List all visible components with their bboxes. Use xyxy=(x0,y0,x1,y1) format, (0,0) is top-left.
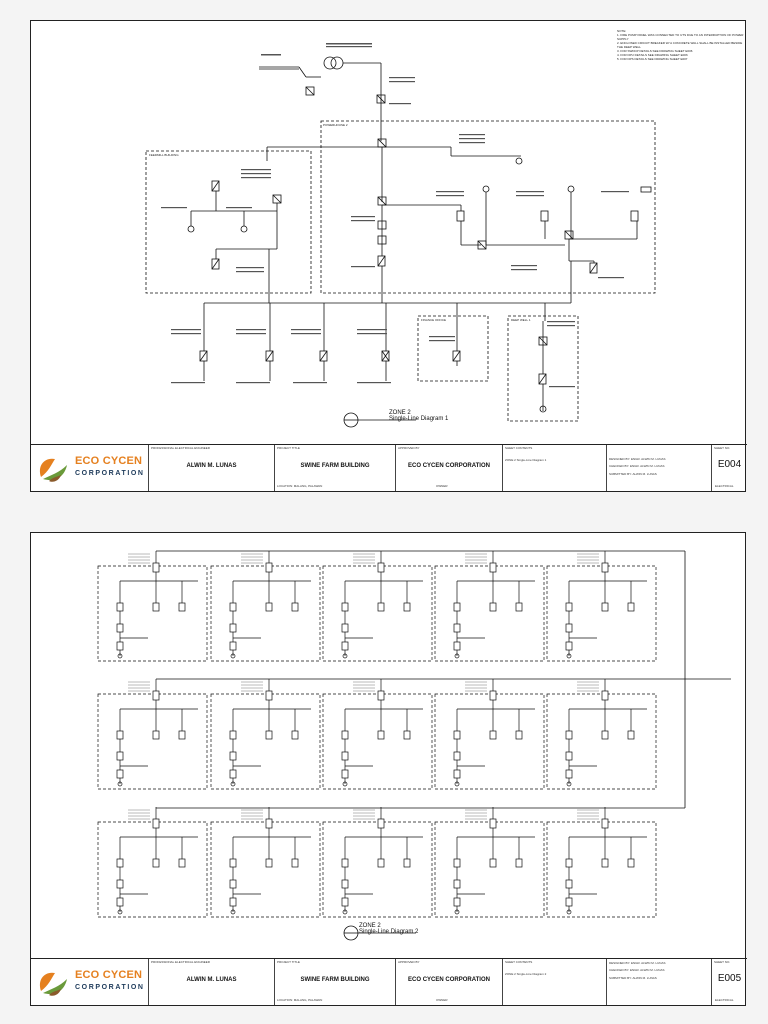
company-logo xyxy=(35,965,147,1001)
panel-module-box xyxy=(323,822,432,917)
load-symbol xyxy=(342,859,348,867)
load-symbol xyxy=(378,603,384,611)
project-name: SWINE FARM BUILDING xyxy=(300,977,370,983)
load-symbol xyxy=(602,859,608,867)
company-name-line2: CORPORATION xyxy=(75,470,145,477)
panel-module-box xyxy=(547,566,656,661)
load-symbol xyxy=(628,859,634,867)
engineer-heading: PROFESSIONAL ELECTRICAL ENGINEER xyxy=(151,446,210,450)
panel-module-box xyxy=(211,822,320,917)
load-symbol xyxy=(516,731,522,739)
load-symbol xyxy=(404,859,410,867)
sub-breaker-symbol xyxy=(566,624,572,632)
panel-module-box xyxy=(98,566,207,661)
engineer-name: ALWIN M. LUNAS xyxy=(186,977,237,983)
company-logo xyxy=(35,451,147,487)
designed-by: DESIGNED BY: ENGR. ALWIN M. LUNAS xyxy=(609,961,666,965)
breaker-symbol xyxy=(266,691,272,700)
load-symbol xyxy=(292,859,298,867)
area-label-deep-well: DEEP WELL 1 xyxy=(511,318,531,322)
sub-breaker-symbol xyxy=(342,770,348,778)
diagram-caption-title: Single-Line Diagram 1 xyxy=(389,416,449,422)
panel-module-box xyxy=(211,566,320,661)
checked-by: CHECKED BY: ENGR. ALWIN M. LUNAS xyxy=(609,968,665,972)
load-symbol xyxy=(490,731,496,739)
load-symbol xyxy=(342,731,348,739)
diagram-caption-1 xyxy=(389,410,448,422)
single-line-diagram-1 xyxy=(31,21,747,446)
sub-breaker-symbol xyxy=(454,770,460,778)
load-symbol xyxy=(117,859,123,867)
breaker-symbol xyxy=(602,691,608,700)
breaker-symbol xyxy=(266,819,272,828)
diagram-caption-2 xyxy=(359,923,418,935)
panel-module-box xyxy=(98,694,207,789)
sub-breaker-symbol xyxy=(454,642,460,650)
load-symbol xyxy=(153,603,159,611)
checked-by: CHECKED BY: ENGR. ALWIN M. LUNAS xyxy=(609,464,665,468)
contents-cell xyxy=(502,445,606,491)
panel-module-box xyxy=(435,566,544,661)
sub-breaker-symbol xyxy=(230,752,236,760)
load-symbol xyxy=(266,731,272,739)
note-item: 1. FIRE PUMP PANEL WAS CONNECTED TO UTS DUE TO AN INTERRUPTION OF POWER SUPPLY xyxy=(617,33,744,41)
breaker-symbol xyxy=(490,691,496,700)
load-symbol xyxy=(179,859,185,867)
diagram-caption-prefix: ZONE 2 xyxy=(359,923,381,929)
sub-breaker-symbol xyxy=(230,624,236,632)
sub-breaker-symbol xyxy=(342,880,348,888)
breaker-symbol xyxy=(378,563,384,572)
notes-heading: NOTE: xyxy=(617,29,627,33)
load-symbol xyxy=(404,731,410,739)
panel-module-box xyxy=(211,694,320,789)
drawing-sheet-e004 xyxy=(30,20,746,492)
sub-breaker-symbol xyxy=(566,642,572,650)
sub-breaker-symbol xyxy=(117,624,123,632)
sub-breaker-symbol xyxy=(566,770,572,778)
project-heading: PROJECT TITLE xyxy=(277,446,300,450)
area-label-feedmill: FEEDMILL BUILDING xyxy=(149,153,179,157)
panel-module-box xyxy=(323,566,432,661)
sheet-number-cell xyxy=(711,445,747,491)
single-line-diagram-2 xyxy=(31,533,747,958)
sub-breaker-symbol xyxy=(342,752,348,760)
sheet-heading: SHEET NO. xyxy=(714,960,731,964)
load-symbol xyxy=(490,859,496,867)
sub-breaker-symbol xyxy=(117,880,123,888)
leaf-logo-icon xyxy=(35,451,71,487)
panel-module-box xyxy=(323,694,432,789)
owner-subtitle: OWNER xyxy=(436,484,448,488)
leaf-logo-icon xyxy=(35,965,71,1001)
load-symbol xyxy=(179,731,185,739)
project-location: LOCATION: MALANG, PALAWAN xyxy=(277,484,323,488)
owner-cell xyxy=(395,445,502,491)
owner-cell xyxy=(395,959,502,1005)
sub-breaker-symbol xyxy=(566,898,572,906)
load-symbol xyxy=(230,859,236,867)
sub-breaker-symbol xyxy=(230,898,236,906)
sub-breaker-symbol xyxy=(566,752,572,760)
signatories-cell xyxy=(606,959,711,1005)
load-symbol xyxy=(602,731,608,739)
submitted-by: SUBMITTED BY: ALWIN M. LUNAS xyxy=(609,976,657,980)
load-symbol xyxy=(566,603,572,611)
sub-breaker-symbol xyxy=(230,642,236,650)
sub-breaker-symbol xyxy=(117,770,123,778)
load-symbol xyxy=(230,731,236,739)
breaker-symbol xyxy=(378,691,384,700)
sheet-number: E004 xyxy=(717,459,742,470)
owner-name: ECO CYCEN CORPORATION xyxy=(408,463,490,469)
owner-name: ECO CYCEN CORPORATION xyxy=(408,977,490,983)
load-symbol xyxy=(230,603,236,611)
sub-breaker-symbol xyxy=(342,624,348,632)
load-symbol xyxy=(179,603,185,611)
load-symbol xyxy=(566,731,572,739)
load-symbol xyxy=(266,603,272,611)
sub-breaker-symbol xyxy=(454,752,460,760)
note-item: 2. ENCLOSED CIRCUIT BREAKER W/ A CONCRETE WALL SHALL BE INSTALLED BESIDE THE DEEP WELL xyxy=(617,41,743,49)
title-block-e004 xyxy=(31,444,747,491)
engineer-cell xyxy=(148,445,274,491)
load-symbol xyxy=(117,731,123,739)
panel-module-box xyxy=(435,694,544,789)
sub-breaker-symbol xyxy=(117,752,123,760)
load-symbol xyxy=(566,859,572,867)
sub-breaker-symbol xyxy=(454,898,460,906)
company-name-line1: ECO CYCEN xyxy=(75,455,143,467)
breaker-symbol xyxy=(378,819,384,828)
breaker-symbol xyxy=(153,563,159,572)
sub-breaker-symbol xyxy=(230,880,236,888)
sub-breaker-symbol xyxy=(230,770,236,778)
load-symbol xyxy=(292,731,298,739)
diagram-canvas-2 xyxy=(31,533,747,958)
load-symbol xyxy=(602,603,608,611)
breaker-symbol xyxy=(602,563,608,572)
sub-breaker-symbol xyxy=(454,624,460,632)
drawing-sheet-e005 xyxy=(30,532,746,1006)
breaker-symbol xyxy=(490,819,496,828)
submitted-by: SUBMITTED BY: ALWIN M. LUNAS xyxy=(609,472,657,476)
area-label-finance-office: FINANCE OFFICE xyxy=(421,318,447,322)
load-symbol xyxy=(266,859,272,867)
load-symbol xyxy=(378,859,384,867)
sheet-heading: SHEET NO. xyxy=(714,446,731,450)
designed-by: DESIGNED BY: ENGR. ALWIN M. LUNAS xyxy=(609,457,666,461)
discipline-label: ELECTRICAL xyxy=(715,998,734,1002)
load-symbol xyxy=(516,603,522,611)
project-heading: PROJECT TITLE xyxy=(277,960,300,964)
load-symbol xyxy=(516,859,522,867)
contents-heading: SHEET CONTENTS xyxy=(505,446,533,450)
sub-breaker-symbol xyxy=(454,880,460,888)
panel-module-box xyxy=(98,822,207,917)
load-symbol xyxy=(378,731,384,739)
panel-module-box xyxy=(547,694,656,789)
sheet-notes xyxy=(617,29,745,61)
note-item: 5. FOR DPS DETAILS SEE DRAWING SHEET E007 xyxy=(617,57,688,61)
sub-breaker-symbol xyxy=(117,898,123,906)
breaker-symbol xyxy=(266,563,272,572)
breaker-symbol xyxy=(153,691,159,700)
diagram-caption-title: Single-Line Diagram 2 xyxy=(359,929,419,935)
breaker-symbol xyxy=(602,819,608,828)
approved-heading: APPROVED BY xyxy=(398,960,420,964)
discipline-label: ELECTRICAL xyxy=(715,484,734,488)
contents-cell xyxy=(502,959,606,1005)
sheet-number-cell xyxy=(711,959,747,1005)
load-symbol xyxy=(153,859,159,867)
breaker-symbol xyxy=(153,819,159,828)
approved-heading: APPROVED BY xyxy=(398,446,420,450)
load-symbol xyxy=(342,603,348,611)
load-symbol xyxy=(117,603,123,611)
load-symbol xyxy=(292,603,298,611)
area-label-powerhouse: POWERHOUSE 2 xyxy=(323,123,348,127)
title-block-e005 xyxy=(31,958,747,1005)
engineer-cell xyxy=(148,959,274,1005)
load-symbol xyxy=(454,603,460,611)
company-name-line1: ECO CYCEN xyxy=(75,969,143,981)
diagram-canvas-1 xyxy=(31,21,747,446)
panel-module-box xyxy=(435,822,544,917)
engineer-heading: PROFESSIONAL ELECTRICAL ENGINEER xyxy=(151,960,210,964)
load-symbol xyxy=(454,731,460,739)
panel-module-box xyxy=(547,822,656,917)
note-item: 3. FOR SWDCP DETAILS SEE DRAWING SHEET E006 xyxy=(617,49,693,53)
contents-text: ZONE 2 Single-Line Diagram 1 xyxy=(505,458,547,462)
sheet-number: E005 xyxy=(717,973,742,984)
project-name: SWINE FARM BUILDING xyxy=(300,463,370,469)
diagram-caption-prefix: ZONE 2 xyxy=(389,410,411,416)
engineer-name: ALWIN M. LUNAS xyxy=(186,463,237,469)
sub-breaker-symbol xyxy=(117,642,123,650)
contents-heading: SHEET CONTENTS xyxy=(505,960,533,964)
sub-breaker-symbol xyxy=(342,898,348,906)
project-cell xyxy=(274,445,395,491)
note-item: 4. FOR DPU DETAILS SEE DRAWING SHEET E006 xyxy=(617,53,688,57)
owner-subtitle: OWNER xyxy=(436,998,448,1002)
load-symbol xyxy=(454,859,460,867)
project-location: LOCATION: MALANG, PALAWAN xyxy=(277,998,323,1002)
signatories-cell xyxy=(606,445,711,491)
load-symbol xyxy=(153,731,159,739)
sub-breaker-symbol xyxy=(566,880,572,888)
breaker-symbol xyxy=(490,563,496,572)
load-symbol xyxy=(628,603,634,611)
contents-text: ZONE 2 Single-Line Diagram 2 xyxy=(505,972,547,976)
project-cell xyxy=(274,959,395,1005)
sub-breaker-symbol xyxy=(342,642,348,650)
load-symbol xyxy=(404,603,410,611)
load-symbol xyxy=(628,731,634,739)
company-name-line2: CORPORATION xyxy=(75,984,145,991)
load-symbol xyxy=(490,603,496,611)
